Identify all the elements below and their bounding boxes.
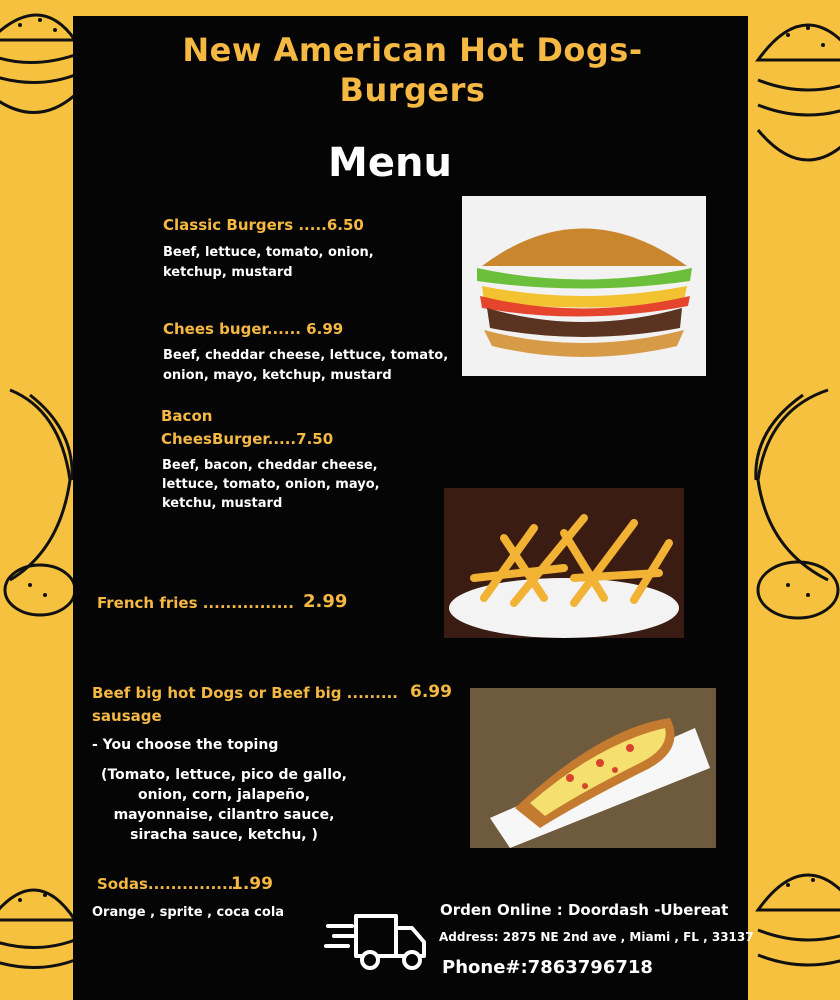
classic-burger-title: Classic Burgers .....6.50 [163,216,364,234]
hotdog-title: Beef big hot Dogs or Beef big ......... [92,684,398,702]
hotdog-photo [470,688,716,848]
cheese-burger-desc: Beef, cheddar cheese, lettuce, tomato, onion, mayo, ketchup, mustard [163,348,449,383]
burger-doodle-top-left [0,0,80,140]
sodas-price: 1.99 [231,874,273,894]
hotdog-title-line2: sausage [92,707,162,725]
hotdog-doodle-right [748,370,840,630]
order-online: Orden Online : Doordash -Ubereat [440,901,729,919]
delivery-truck-icon [324,910,434,972]
restaurant-title: New American Hot Dogs- Burgers [182,31,643,109]
bacon-cheeseburger-desc: Beef, bacon, cheddar cheese, lettuce, tomato, onion, mayo, ketchu, mustard [162,458,380,511]
bacon-cheeseburger-title: Bacon CheesBurger.....7.50 [161,407,334,448]
sodas-title: Sodas............... [97,875,234,893]
hotdog-choose: - You choose the toping [92,737,279,753]
burger-illustration [462,196,706,376]
hotdog-illustration [470,688,716,848]
hotdog-toppings: (Tomato, lettuce, pico de gallo, onion, corn, jalapeño, mayonnaise, cilantro sauce, siracha sauce, ketchu, ) [101,767,347,843]
burger-photo [462,196,706,376]
phone-number: Phone#:7863796718 [442,957,653,978]
sodas-desc: Orange , sprite , coca cola [92,905,285,920]
fries-illustration [444,488,684,638]
french-fries-title: French fries ................ [97,594,294,612]
fries-photo [444,488,684,638]
menu-heading: Menu [328,140,452,186]
burger-doodle-bottom-right [748,840,840,1000]
french-fries-price: 2.99 [303,591,348,612]
address: Address: 2875 NE 2nd ave , Miami , FL , 33137 [439,930,754,944]
classic-burger-desc: Beef, lettuce, tomato, onion, ketchup, mustard [163,245,374,280]
burger-doodle-bottom-left [0,860,76,1000]
hotdog-doodle-left [0,370,76,630]
cheese-burger-title: Chees buger...... 6.99 [163,320,344,338]
hotdog-price: 6.99 [410,682,452,702]
burger-doodle-top-right [748,0,840,200]
